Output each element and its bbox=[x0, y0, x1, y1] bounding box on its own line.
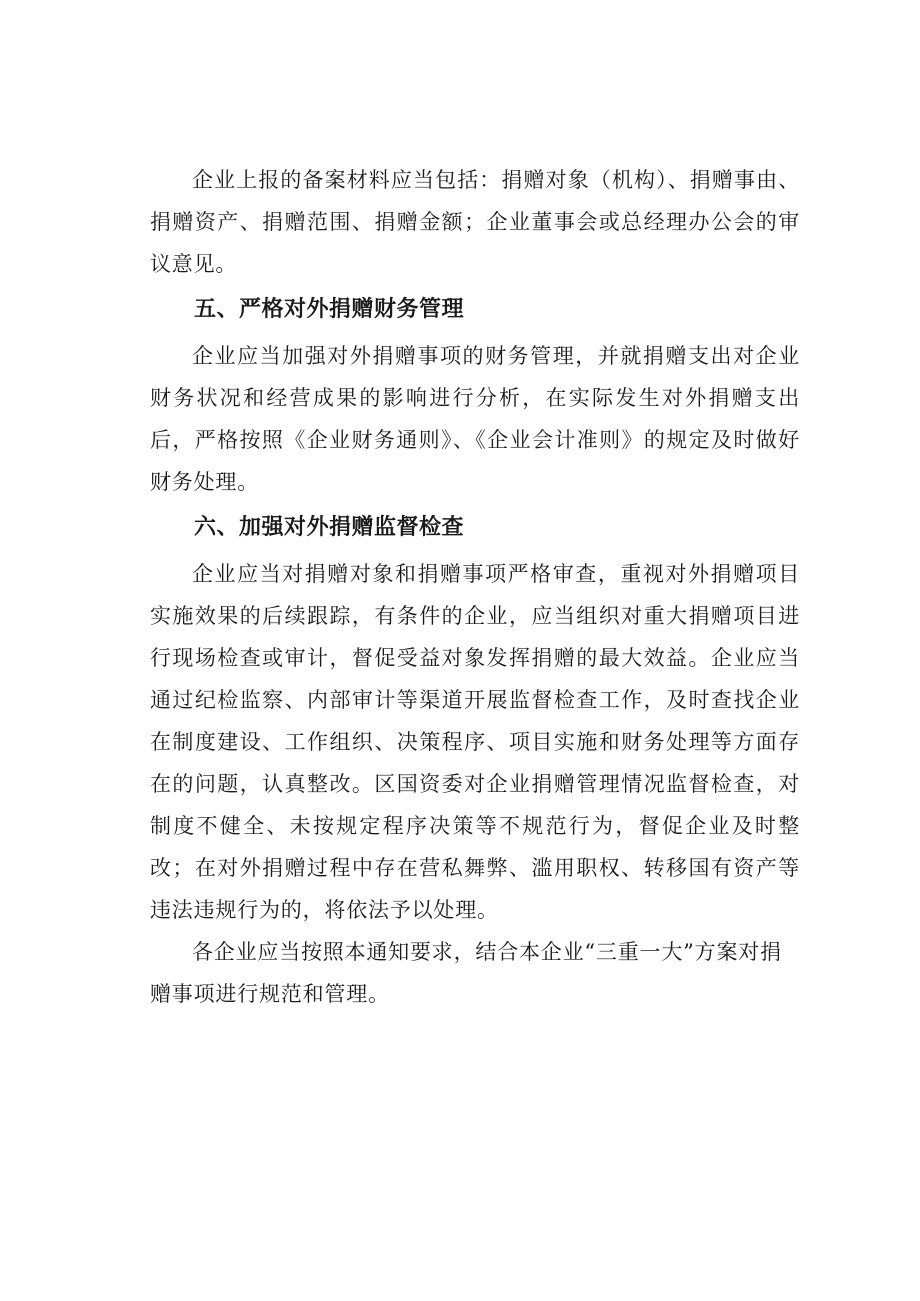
paragraph-closing: 各企业应当按照本通知要求，结合本企业“三重一大”方案对捐赠事项进行规范和管理。 bbox=[150, 940, 782, 1006]
section-heading-six: 六、加强对外捐赠监督检查 bbox=[194, 515, 465, 540]
document-body bbox=[150, 159, 800, 1015]
paragraph-supervision-inspection: 企业应当对捐赠对象和捐赠事项严格审查，重视对外捐赠项目实施效果的后续跟踪，有条件的企业，应当组织对重大捐赠项目进行现场检查或审计，督促受益对象发挥捐赠的最大效益。企业应当通过纪检监察、内部审计等渠道开展监督检查工作，及时查找企业在制度建设、工作组织、决策程序、项目实施和财务处理等方面存在的问题，认真整改。区国资委对企业捐赠管理情况监督检查，对制度不健全、未按规定程序决策等不规范行为，督促企业及时整改；在对外捐赠过程中存在营私舞弊、滥用职权、转移国有资产等违法违规行为的，将依法予以处理。 bbox=[150, 562, 800, 922]
section-heading-five: 五、严格对外捐赠财务管理 bbox=[194, 297, 465, 322]
paragraph-financial-management: 企业应当加强对外捐赠事项的财务管理，并就捐赠支出对企业财务状况和经营成果的影响进行分析，在实际发生对外捐赠支出后，严格按照《企业财务通则》、《企业会计准则》的规定及时做好财务处理。 bbox=[150, 344, 800, 494]
paragraph-filing-materials: 企业上报的备案材料应当包括：捐赠对象（机构）、捐赠事由、捐赠资产、捐赠范围、捐赠金额；企业董事会或总经理办公会的审议意见。 bbox=[150, 168, 800, 276]
